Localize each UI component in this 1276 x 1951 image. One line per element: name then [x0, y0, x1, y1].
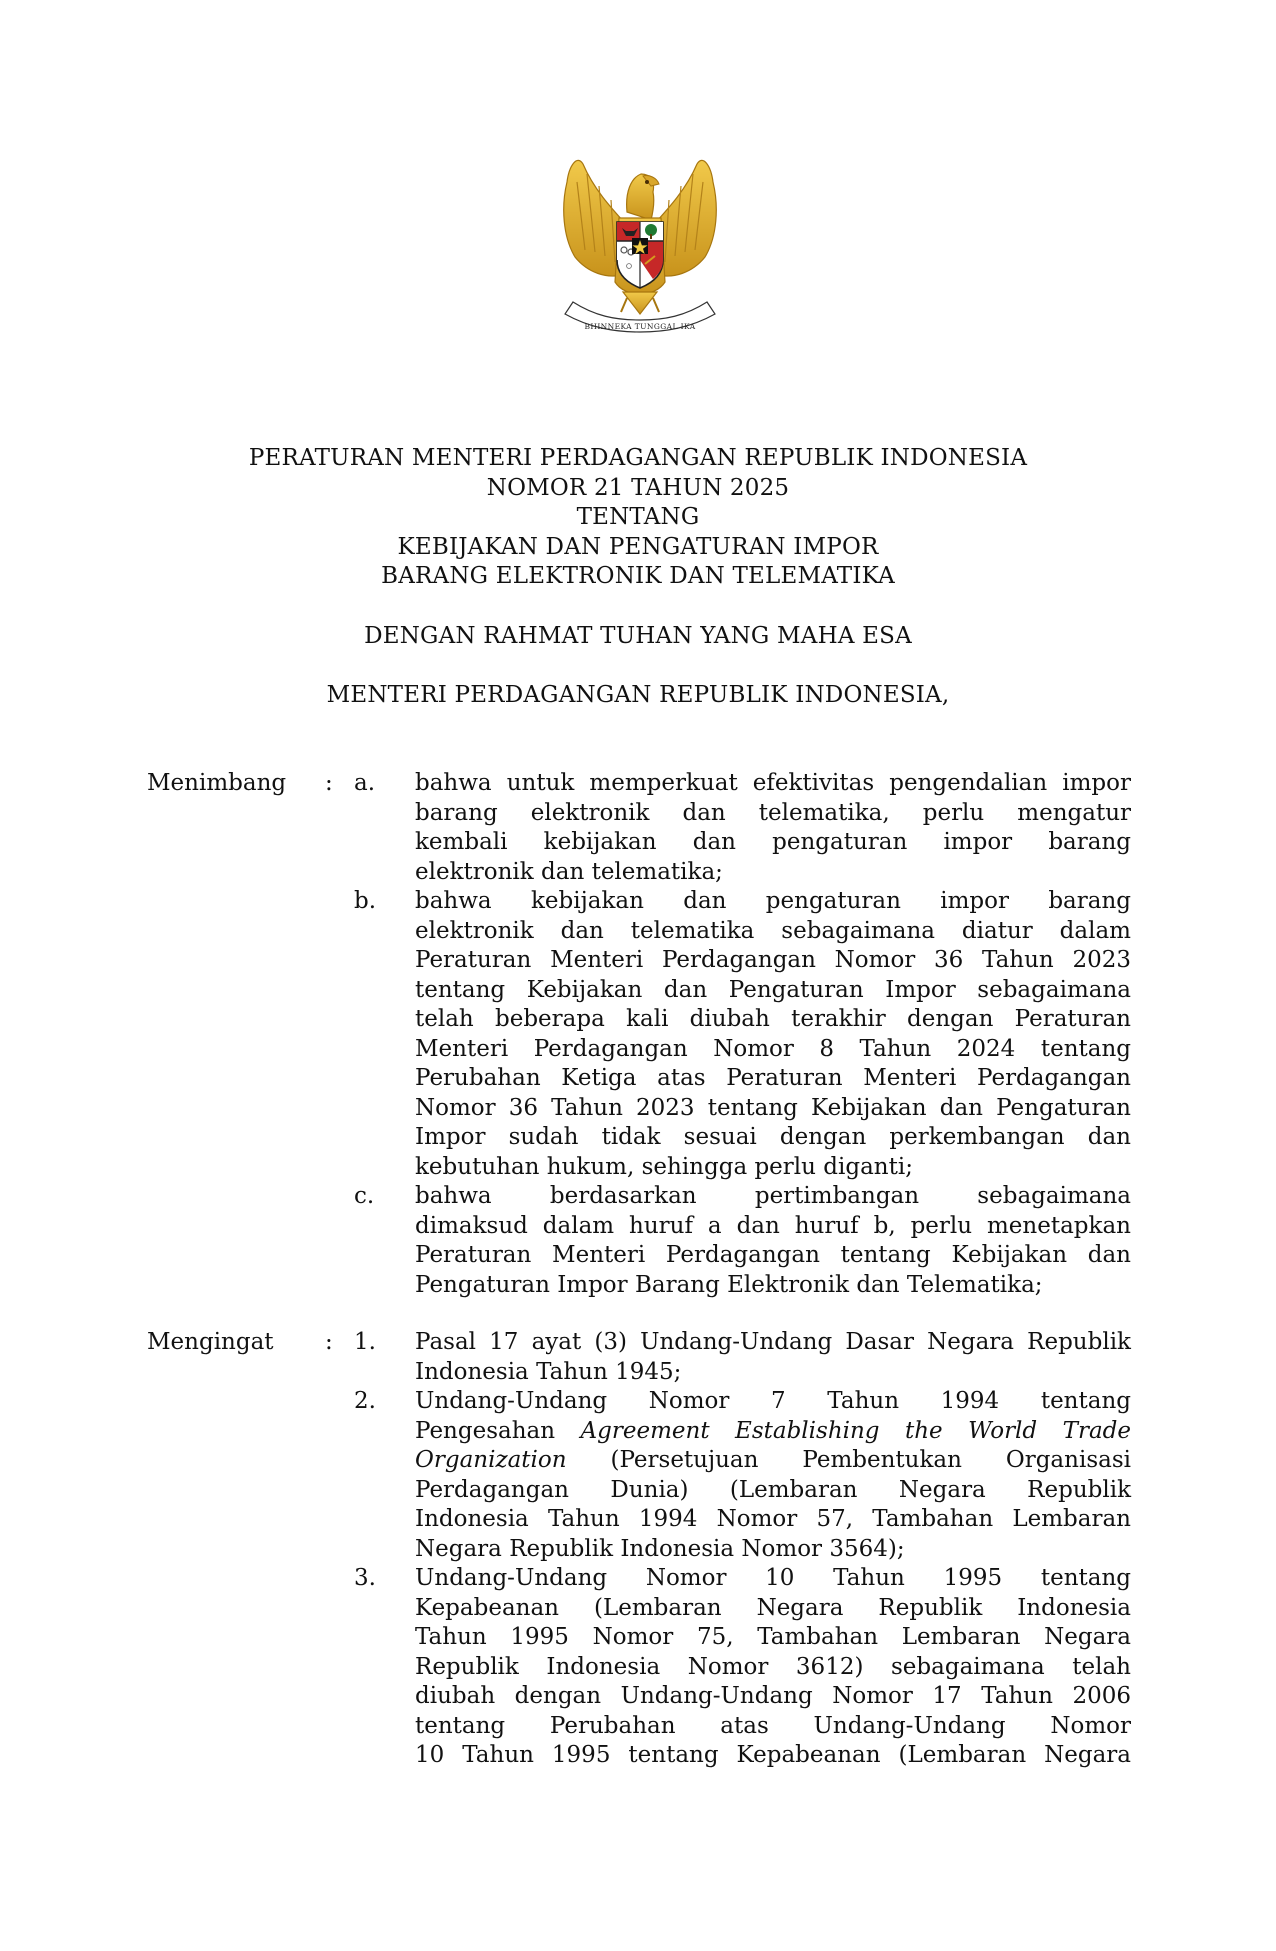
emblem-shield: [617, 222, 663, 288]
mengingat-item-marker: 2.: [354, 1388, 376, 1414]
mengingat-item-line: Tahun 1995 Nomor 75, Tambahan Lembaran Negara: [415, 1624, 1131, 1650]
mengingat-item-text: [415, 1328, 1131, 1387]
menimbang-item-line: Peraturan Menteri Perdagangan Nomor 36 Tahun 2023: [415, 947, 1131, 973]
mengingat-item-line: Pengesahan Agreement Establishing the World Trade: [415, 1417, 1131, 1444]
mengingat-item-line: Republik Indonesia Nomor 3612) sebagaimana telah: [415, 1653, 1131, 1680]
mengingat-colon: :: [325, 1329, 333, 1355]
title-line-1: PERATURAN MENTERI PERDAGANGAN REPUBLIK INDONESIA: [248, 445, 1028, 471]
invocation: [0, 622, 1276, 652]
menimbang-item-text: [415, 887, 1131, 1182]
mengingat-item-marker: 1.: [354, 1329, 376, 1355]
menimbang-item-marker: b.: [354, 888, 377, 914]
regulation-title: [0, 444, 1276, 592]
menimbang-item-line: Menteri Perdagangan Nomor 8 Tahun 2024 tentang: [415, 1035, 1131, 1062]
mengingat-item-text: [415, 1387, 1131, 1564]
title-line-4: KEBIJAKAN DAN PENGATURAN IMPOR: [397, 533, 879, 560]
svg-text:BHINNEKA TUNGGAL IKA: BHINNEKA TUNGGAL IKA: [584, 322, 696, 331]
menimbang-item-line: dimaksud dalam huruf a dan huruf b, perlu menetapkan: [415, 1212, 1131, 1239]
mengingat-item-line: Indonesia Tahun 1945;: [415, 1358, 682, 1385]
menimbang-item-line: bahwa berdasarkan pertimbangan sebagaimana: [415, 1183, 1131, 1209]
menimbang-item-marker: c.: [354, 1183, 375, 1209]
menimbang-item-line: telah beberapa kali diubah terakhir dengan Peraturan: [415, 1006, 1131, 1032]
menimbang-item-line: Perubahan Ketiga atas Peraturan Menteri Perdagangan: [415, 1065, 1131, 1091]
mengingat-item-line: tentang Perubahan atas Undang-Undang Nomor: [415, 1712, 1131, 1739]
mengingat-item-line: Undang-Undang Nomor 10 Tahun 1995 tentang: [415, 1565, 1131, 1591]
mengingat-item-line: Organization (Persetujuan Pembentukan Organisasi: [415, 1447, 1131, 1473]
mengingat-item-line: Undang-Undang Nomor 7 Tahun 1994 tentang: [415, 1388, 1131, 1414]
menimbang-item-line: elektronik dan telematika;: [415, 858, 723, 885]
invocation-text: DENGAN RAHMAT TUHAN YANG MAHA ESA: [364, 623, 912, 649]
menimbang-item-line: tentang Kebijakan dan Pengaturan Impor sebagaimana: [415, 976, 1131, 1003]
mengingat-item-line: 10 Tahun 1995 tentang Kepabeanan (Lembaran Negara: [415, 1742, 1131, 1768]
minister-heading: [0, 681, 1276, 711]
menimbang-label: Menimbang: [147, 770, 287, 796]
title-line-5: BARANG ELEKTRONIK DAN TELEMATIKA: [381, 563, 895, 589]
menimbang-item-line: Nomor 36 Tahun 2023 tentang Kebijakan dan Pengaturan: [415, 1094, 1131, 1121]
minister-text: MENTERI PERDAGANGAN REPUBLIK INDONESIA,: [326, 682, 950, 708]
menimbang-item-text: [415, 769, 1131, 887]
menimbang-item-line: kebutuhan hukum, sehingga perlu diganti;: [415, 1153, 913, 1180]
title-line-3: TENTANG: [576, 504, 700, 530]
mengingat-item-line: Pasal 17 ayat (3) Undang-Undang Dasar Negara Republik: [415, 1329, 1131, 1355]
menimbang-item-line: elektronik dan telematika sebagaimana diatur dalam: [415, 917, 1131, 944]
mengingat-item-marker: 3.: [354, 1565, 376, 1591]
menimbang-colon: :: [325, 770, 333, 796]
menimbang-item-line: kembali kebijakan dan pengaturan impor barang: [415, 829, 1131, 855]
mengingat-item-line: Indonesia Tahun 1994 Nomor 57, Tambahan Lembaran: [415, 1506, 1131, 1532]
mengingat-label: Mengingat: [147, 1329, 274, 1355]
menimbang-item-line: bahwa untuk memperkuat efektivitas pengendalian impor: [415, 770, 1131, 796]
menimbang-item-line: barang elektronik dan telematika, perlu mengatur: [415, 799, 1131, 826]
mengingat-item-line: Kepabeanan (Lembaran Negara Republik Indonesia: [415, 1594, 1131, 1621]
garuda-pancasila-emblem: [555, 152, 725, 336]
menimbang-item-line: bahwa kebijakan dan pengaturan impor barang: [415, 888, 1131, 914]
menimbang-item-line: Peraturan Menteri Perdagangan tentang Kebijakan dan: [415, 1242, 1131, 1268]
menimbang-item-line: Impor sudah tidak sesuai dengan perkembangan dan: [415, 1124, 1131, 1150]
title-line-2: NOMOR 21 TAHUN 2025: [486, 474, 790, 501]
mengingat-item-line: Perdagangan Dunia) (Lembaran Negara Republik: [415, 1476, 1131, 1503]
menimbang-item-line: Pengaturan Impor Barang Elektronik dan Telematika;: [415, 1271, 1043, 1298]
mengingat-item-line: Negara Republik Indonesia Nomor 3564);: [415, 1535, 905, 1562]
menimbang-item-marker: a.: [354, 770, 376, 796]
mengingat-item-text: [415, 1564, 1131, 1771]
menimbang-item-text: [415, 1182, 1131, 1300]
mengingat-item-line: diubah dengan Undang-Undang Nomor 17 Tahun 2006: [415, 1683, 1131, 1709]
